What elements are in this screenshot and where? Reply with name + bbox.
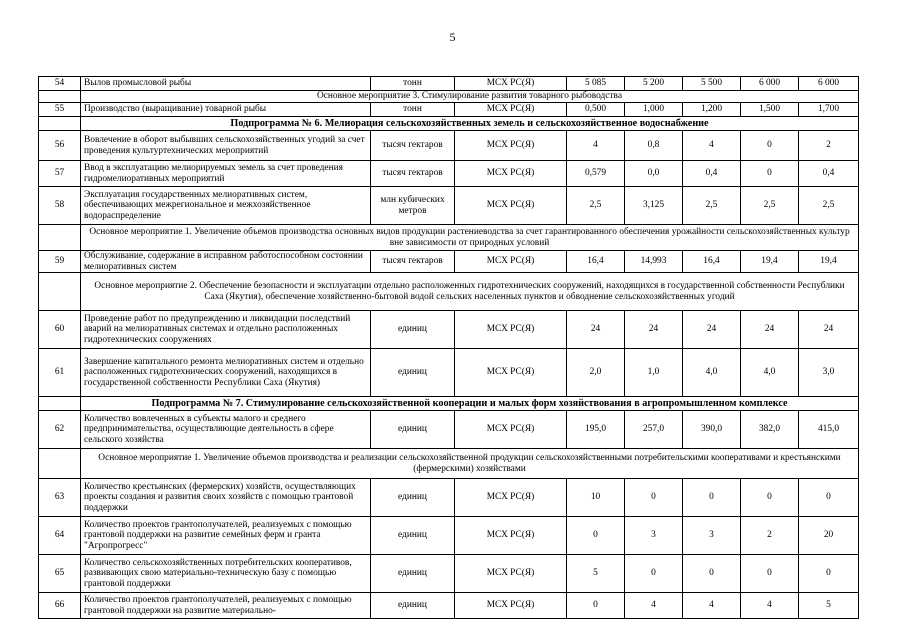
year-value: 2,5	[741, 187, 799, 225]
table-row	[39, 593, 859, 619]
year-value: 0	[625, 479, 683, 517]
table-row	[39, 311, 859, 349]
year-value: 0	[741, 161, 799, 187]
year-value: 1,700	[799, 103, 859, 117]
year-value: 0	[741, 555, 799, 593]
year-value: 5	[567, 555, 625, 593]
row-number: 55	[39, 103, 81, 117]
table-row	[39, 411, 859, 449]
row-number: 66	[39, 593, 81, 619]
row-number	[39, 449, 81, 479]
table-row	[39, 251, 859, 273]
year-value: 0	[799, 479, 859, 517]
year-value: 24	[741, 311, 799, 349]
responsible-org: МСХ РС(Я)	[455, 555, 567, 593]
indicator-name: Обслуживание, содержание в исправном работоспособном состоянии мелиоративных систем	[81, 251, 371, 273]
responsible-org: МСХ РС(Я)	[455, 251, 567, 273]
responsible-org: МСХ РС(Я)	[455, 187, 567, 225]
row-number	[39, 225, 81, 251]
table-row	[39, 131, 859, 161]
row-number: 62	[39, 411, 81, 449]
responsible-org: МСХ РС(Я)	[455, 349, 567, 397]
responsible-org: МСХ РС(Я)	[455, 131, 567, 161]
unit: единиц	[371, 593, 455, 619]
year-value: 0	[741, 479, 799, 517]
section-row	[39, 91, 859, 103]
unit: единиц	[371, 479, 455, 517]
row-number: 57	[39, 161, 81, 187]
row-number: 65	[39, 555, 81, 593]
unit: тонн	[371, 77, 455, 91]
row-number	[39, 397, 81, 411]
responsible-org: МСХ РС(Я)	[455, 77, 567, 91]
year-value: 4	[567, 131, 625, 161]
year-value: 0	[567, 517, 625, 555]
unit: тысяч гектаров	[371, 161, 455, 187]
year-value: 24	[683, 311, 741, 349]
year-value: 16,4	[567, 251, 625, 273]
row-number: 54	[39, 77, 81, 91]
responsible-org: МСХ РС(Я)	[455, 593, 567, 619]
unit: единиц	[371, 411, 455, 449]
year-value: 4	[683, 593, 741, 619]
year-value: 0,579	[567, 161, 625, 187]
year-value: 24	[567, 311, 625, 349]
year-value: 0	[567, 593, 625, 619]
responsible-org: МСХ РС(Я)	[455, 311, 567, 349]
section-title: Основное мероприятие 2. Обеспечение безопасности и эксплуатации отдельно расположенных гидротехнических сооружений, находящихся в государственной собственности Республики Саха (Якутия), обеспечение хозяйственно-бытовой водой сельских населенных пунктов и обводнение сельскохозяйственных угодий	[81, 273, 859, 311]
section-row	[39, 273, 859, 311]
subprogram-title: Подпрограмма № 7. Стимулирование сельскохозяйственной кооперации и малых форм хозяйствования в агропромышленном комплексе	[81, 397, 859, 411]
row-number: 56	[39, 131, 81, 161]
year-value: 2	[799, 131, 859, 161]
year-value: 0,4	[799, 161, 859, 187]
year-value: 24	[625, 311, 683, 349]
year-value: 3	[625, 517, 683, 555]
year-value: 2	[741, 517, 799, 555]
year-value: 1,200	[683, 103, 741, 117]
year-value: 2,5	[799, 187, 859, 225]
responsible-org: МСХ РС(Я)	[455, 479, 567, 517]
unit: тысяч гектаров	[371, 131, 455, 161]
subprogram-title: Подпрограмма № 6. Мелиорация сельскохозяйственных земель и сельскохозяйственное водоснабжение	[81, 117, 859, 131]
year-value: 4	[741, 593, 799, 619]
unit: тысяч гектаров	[371, 251, 455, 273]
year-value: 390,0	[683, 411, 741, 449]
subprogram-row	[39, 397, 859, 411]
indicator-name: Ввод в эксплуатацию мелиорируемых земель за счет проведения гидромелиоративных мероприятий	[81, 161, 371, 187]
year-value: 6 000	[741, 77, 799, 91]
table-row	[39, 479, 859, 517]
row-number: 61	[39, 349, 81, 397]
year-value: 0,0	[625, 161, 683, 187]
year-value: 4	[625, 593, 683, 619]
unit: млн кубических метров	[371, 187, 455, 225]
row-number: 58	[39, 187, 81, 225]
year-value: 3,125	[625, 187, 683, 225]
indicator-name: Проведение работ по предупреждению и ликвидации последствий аварий на мелиоративных системах и отдельно расположенных гидротехнических сооружениях	[81, 311, 371, 349]
year-value: 4,0	[683, 349, 741, 397]
year-value: 3,0	[799, 349, 859, 397]
year-value: 1,000	[625, 103, 683, 117]
year-value: 0	[799, 555, 859, 593]
unit: единиц	[371, 311, 455, 349]
year-value: 19,4	[799, 251, 859, 273]
indicators-table	[38, 76, 859, 619]
table-row	[39, 349, 859, 397]
indicator-name: Количество проектов грантополучателей, реализуемых с помощью грантовой поддержки на развитие семейных ферм и гранта "Агропрогресс"	[81, 517, 371, 555]
year-value: 0,8	[625, 131, 683, 161]
year-value: 257,0	[625, 411, 683, 449]
indicator-name: Количество крестьянских (фермерских) хозяйств, осуществляющих проекты создания и развития своих хозяйств с помощью грантовой поддержки	[81, 479, 371, 517]
table-row	[39, 103, 859, 117]
indicator-name: Производство (выращивание) товарной рыбы	[81, 103, 371, 117]
indicator-name: Количество сельскохозяйственных потребительских кооперативов, развивающих свою материально-техническую базу с помощью грантовой поддержки	[81, 555, 371, 593]
indicator-name: Количество проектов грантополучателей, реализуемых с помощью грантовой поддержки на развитие материально-	[81, 593, 371, 619]
year-value: 6 000	[799, 77, 859, 91]
indicator-name: Завершение капитального ремонта мелиоративных систем и отдельно расположенных гидротехнических сооружений, находящихся в государственной собственности Республики Саха (Якутия)	[81, 349, 371, 397]
unit: единиц	[371, 517, 455, 555]
year-value: 4,0	[741, 349, 799, 397]
table-row	[39, 77, 859, 91]
year-value: 5 200	[625, 77, 683, 91]
unit: тонн	[371, 103, 455, 117]
section-row	[39, 225, 859, 251]
year-value: 1,0	[625, 349, 683, 397]
year-value: 0,4	[683, 161, 741, 187]
year-value: 4	[683, 131, 741, 161]
indicator-name: Эксплуатация государственных мелиоративных систем, обеспечивающих межрегиональное и межхозяйственное водораспределение	[81, 187, 371, 225]
row-number: 63	[39, 479, 81, 517]
section-title: Основное мероприятие 1. Увеличение объемов производства и реализации сельскохозяйственной продукции сельскохозяйственными потребительскими кооперативами и крестьянскими (фермерскими) хозяйствами	[81, 449, 859, 479]
year-value: 0	[683, 479, 741, 517]
year-value: 0	[683, 555, 741, 593]
year-value: 14,993	[625, 251, 683, 273]
table-row	[39, 187, 859, 225]
year-value: 16,4	[683, 251, 741, 273]
year-value: 2,5	[567, 187, 625, 225]
responsible-org: МСХ РС(Я)	[455, 103, 567, 117]
year-value: 19,4	[741, 251, 799, 273]
subprogram-row	[39, 117, 859, 131]
year-value: 415,0	[799, 411, 859, 449]
responsible-org: МСХ РС(Я)	[455, 411, 567, 449]
year-value: 1,500	[741, 103, 799, 117]
year-value: 2,5	[683, 187, 741, 225]
page-number: 5	[449, 30, 456, 44]
year-value: 2,0	[567, 349, 625, 397]
indicator-name: Вылов промысловой рыбы	[81, 77, 371, 91]
table-row	[39, 517, 859, 555]
year-value: 3	[683, 517, 741, 555]
year-value: 24	[799, 311, 859, 349]
indicator-name: Количество вовлеченных в субъекты малого и среднего предпринимательства, осуществляющие деятельность в сфере сельского хозяйства	[81, 411, 371, 449]
year-value: 10	[567, 479, 625, 517]
year-value: 5 085	[567, 77, 625, 91]
row-number: 64	[39, 517, 81, 555]
year-value: 20	[799, 517, 859, 555]
year-value: 0	[625, 555, 683, 593]
responsible-org: МСХ РС(Я)	[455, 161, 567, 187]
year-value: 5 500	[683, 77, 741, 91]
year-value: 382,0	[741, 411, 799, 449]
year-value: 5	[799, 593, 859, 619]
row-number	[39, 273, 81, 311]
row-number	[39, 91, 81, 103]
year-value: 0	[741, 131, 799, 161]
indicator-name: Вовлечение в оборот выбывших сельскохозяйственных угодий за счет проведения культуртехнических мероприятий	[81, 131, 371, 161]
unit: единиц	[371, 349, 455, 397]
table-row	[39, 555, 859, 593]
section-title: Основное мероприятие 3. Стимулирование развития товарного рыбоводства	[81, 91, 859, 103]
row-number	[39, 117, 81, 131]
section-title: Основное мероприятие 1. Увеличение объемов производства основных видов продукции растениеводства за счет гарантированного обеспечения урожайности сельскохозяйственных культур вне зависимости от природных условий	[81, 225, 859, 251]
row-number: 60	[39, 311, 81, 349]
year-value: 195,0	[567, 411, 625, 449]
table-row	[39, 161, 859, 187]
row-number: 59	[39, 251, 81, 273]
responsible-org: МСХ РС(Я)	[455, 517, 567, 555]
section-row	[39, 449, 859, 479]
unit: единиц	[371, 555, 455, 593]
year-value: 0,500	[567, 103, 625, 117]
